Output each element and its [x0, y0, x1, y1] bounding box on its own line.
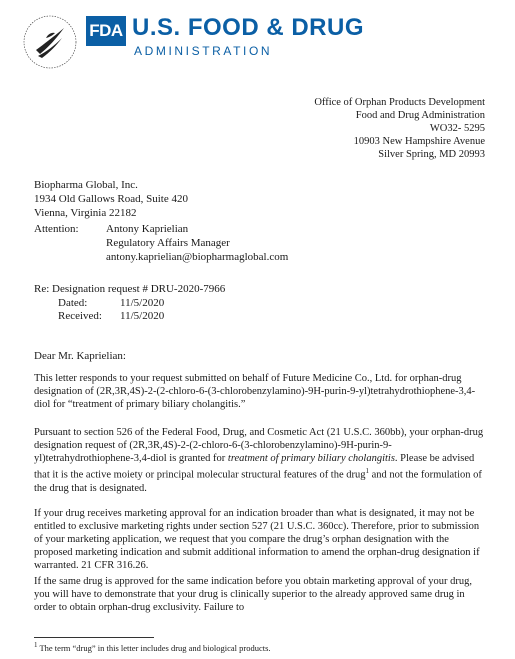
attention-title: Regulatory Affairs Manager	[106, 237, 230, 249]
office-line: Office of Orphan Products Development	[314, 97, 485, 108]
received-label: Received:	[58, 310, 102, 322]
attention-email[interactable]: antony.kaprielian@biopharmaglobal.com	[106, 251, 289, 263]
agency-subtitle: ADMINISTRATION	[134, 44, 273, 58]
office-line: Silver Spring, MD 20993	[378, 149, 485, 160]
received-value: 11/5/2020	[120, 310, 165, 322]
recipient-street: 1934 Old Gallows Road, Suite 420	[34, 193, 188, 205]
re-block	[34, 283, 225, 324]
recipient-city: Vienna, Virginia 22182	[34, 207, 137, 219]
paragraph-4: If the same drug is approved for the same indication before you obtain marketing approval of your drug, you will have to demonstrate that your drug is clinically superior to the already approved same drug in order to obtain orphan-drug exclusivity. Failure to	[34, 576, 472, 613]
footnote-text: The term “drug” in this letter includes drug and biological products.	[37, 642, 271, 653]
paragraph-2	[34, 426, 489, 495]
hhs-seal-icon	[22, 14, 78, 70]
footnote-ref[interactable]: 1	[365, 467, 370, 475]
fda-logo: FDA	[86, 16, 126, 46]
salutation: Dear Mr. Kaprielian:	[34, 350, 126, 362]
re-line: Re: Designation request # DRU-2020-7966	[34, 283, 226, 295]
footnote-marker: 1	[34, 641, 38, 649]
recipient-address	[34, 178, 188, 220]
paragraph-1: This letter responds to your request submitted on behalf of Future Medicine Co., Ltd. for orphan-drug designation of (2R,3R,4S)-2-(2-chloro-6-(3-chlorobenzylamino)-9H-purin-9-yl)tetrahydrothiophene-3,4-diol for “treatment of primary biliary cholangitis.”	[34, 373, 476, 410]
office-address	[314, 96, 485, 161]
letterhead	[0, 0, 515, 80]
agency-name: U.S. FOOD & DRUG	[132, 14, 365, 41]
footnote	[34, 641, 271, 653]
attention-label: Attention:	[34, 223, 79, 235]
dated-value: 11/5/2020	[120, 296, 165, 309]
paragraph-2-text: and not the formulation of the drug that is designated.	[34, 469, 482, 494]
designated-indication: treatment of primary biliary cholangitis	[227, 453, 395, 464]
paragraph-2-text: Pursuant to section 526 of the Federal Food, Drug, and Cosmetic Act (21 U.S.C. 360bb), your orphan-drug designation request of (2R,3R,4S)-2-(2-chloro-6-(3-chlorobenzylamino)-9H-purin-9-yl)tetrahydrothiophene-3,4-diol is granted for	[34, 427, 484, 464]
recipient-company: Biopharma Global, Inc.	[34, 179, 138, 191]
office-line: Food and Drug Administration	[355, 110, 485, 121]
footnote-divider	[34, 637, 154, 638]
office-line: WO32- 5295	[429, 123, 485, 134]
paragraph-3: If your drug receives marketing approval for an indication broader than what is designated, it may not be entitled to exclusive marketing rights under section 527 (21 U.S.C. 360cc). Therefore, prior to submission of your marketing application, we request that you compare the drug’s orphan designation with the proposed marketing indication and submit additional information to amend the orphan-drug designation if warranted. 21 CFR 316.26.	[34, 508, 480, 571]
attention-name: Antony Kaprielian	[106, 223, 189, 235]
office-line: 10903 New Hampshire Avenue	[353, 136, 485, 147]
paragraph-2-text: . Please be advised that it is the active moiety or principal molecular structural features of the drug	[34, 453, 475, 481]
dated-label: Dated:	[58, 296, 88, 309]
